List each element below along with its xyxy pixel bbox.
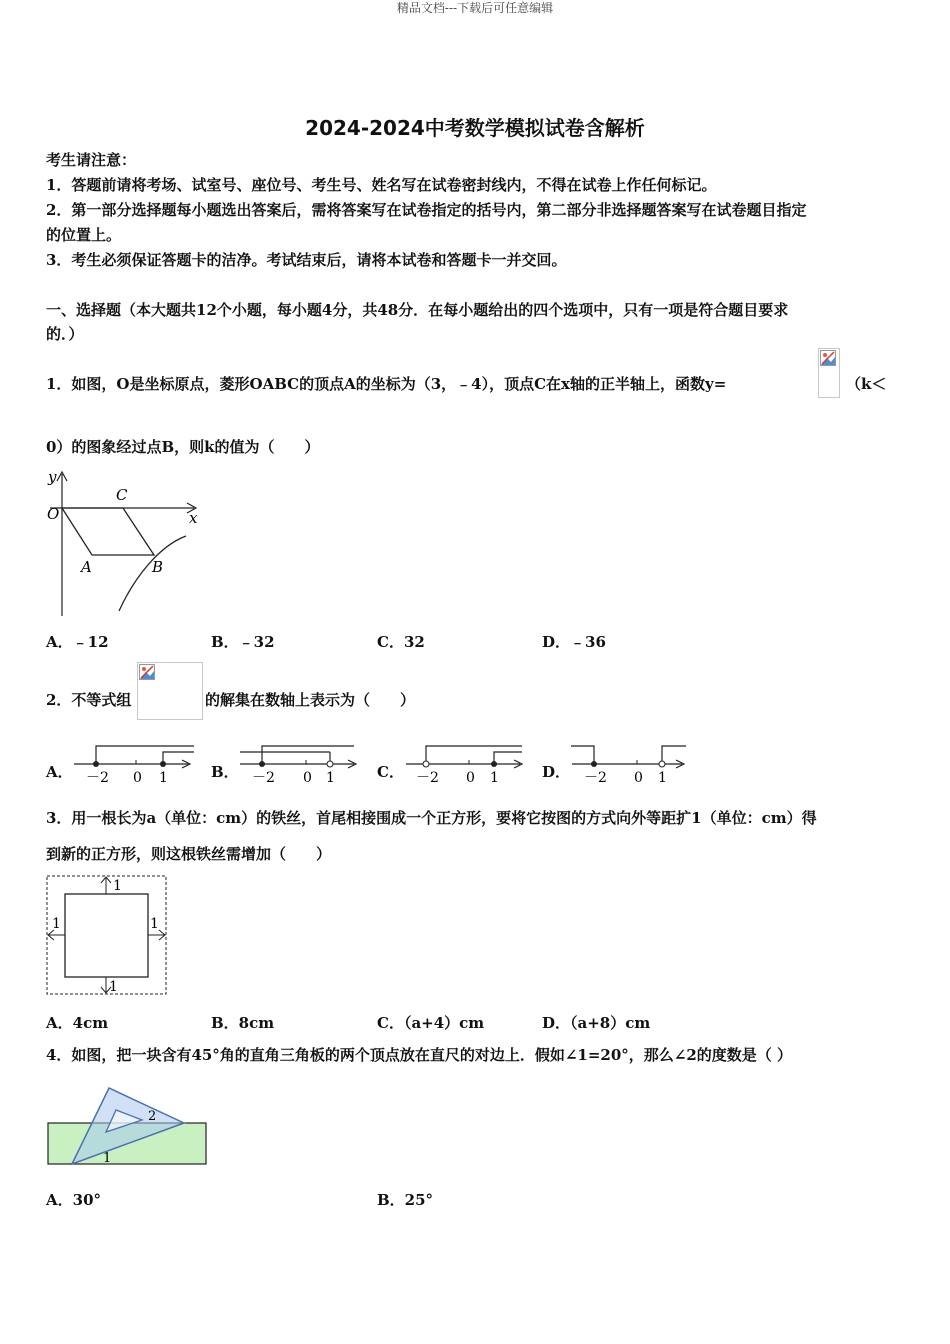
q2-option-d-numberline[interactable] — [568, 740, 693, 785]
q3-figure — [44, 872, 170, 998]
q2-option-b-numberline[interactable] — [236, 740, 361, 785]
broken-image-formula — [818, 348, 840, 398]
q2-option-a-label[interactable]: A． — [46, 763, 73, 781]
notice-item: 1．答题前请将考场、试室号、座位号、考生号、姓名写在试卷密封线内，不得在试卷上作任何标记。 — [46, 176, 717, 194]
q3-option-d[interactable]: D．（a+8）cm — [542, 1014, 651, 1032]
tick-label: 0 — [634, 770, 643, 785]
q2-option-c-label[interactable]: C． — [377, 763, 404, 781]
tick-label: 1 — [490, 770, 499, 785]
y-axis-label: y — [48, 468, 57, 486]
q1-option-b[interactable]: B．﹣32 — [211, 633, 275, 651]
q3-option-b[interactable]: B．8cm — [211, 1014, 275, 1032]
q3-option-a[interactable]: A．4cm — [46, 1014, 109, 1032]
q3-text-line2: 到新的正方形，则这根铁丝需增加（ ） — [46, 845, 332, 863]
tick-label: 1 — [159, 770, 168, 785]
tick-label: 1 — [326, 770, 335, 785]
q1-option-d[interactable]: D．﹣36 — [542, 633, 606, 651]
tick-label: 0 — [303, 770, 312, 785]
broken-image-inequality — [137, 662, 203, 720]
q3-text: 3．用一根长为a（单位：cm）的铁丝，首尾相接围成一个正方形，要将它按图的方式向外等距扩1（单位：cm）得 — [46, 809, 817, 827]
q2-option-a-numberline[interactable] — [70, 740, 195, 785]
notice-heading: 考生请注意： — [46, 151, 137, 169]
q1-option-a[interactable]: A．﹣12 — [46, 633, 109, 651]
tick-label: 1 — [658, 770, 667, 785]
page-header: 精品文档---下载后可任意编辑 — [396, 1, 554, 15]
tick-label: －2 — [252, 770, 275, 785]
angle-2-label: 2 — [148, 1109, 157, 1124]
q3-option-c[interactable]: C．（a+4）cm — [377, 1014, 485, 1032]
q1-text-cont: （k＜ — [846, 375, 887, 393]
left-offset-label: 1 — [52, 916, 61, 932]
point-A-label: A — [81, 558, 92, 576]
q1-option-c[interactable]: C．32 — [377, 633, 425, 651]
tick-label: 0 — [133, 770, 142, 785]
point-B-label: B — [152, 558, 164, 576]
broken-image-icon — [820, 350, 836, 366]
q2-text-cont: 的解集在数轴上表示为（ ） — [205, 691, 416, 709]
x-axis-label: x — [189, 509, 198, 527]
q4-figure — [44, 1082, 212, 1170]
bottom-offset-label: 1 — [109, 979, 118, 995]
notice-item: 3．考生必须保证答题卡的洁净。考试结束后，请将本试卷和答题卡一并交回。 — [46, 251, 567, 269]
tick-label: －2 — [584, 770, 607, 785]
point-C-label: C — [116, 486, 128, 504]
page-title: 2024-2024中考数学模拟试卷含解析 — [305, 116, 645, 140]
top-offset-label: 1 — [113, 878, 122, 894]
right-offset-label: 1 — [150, 916, 159, 932]
tick-label: －2 — [86, 770, 109, 785]
q4-option-b[interactable]: B．25° — [377, 1191, 434, 1209]
section-heading-cont: 的．） — [46, 325, 84, 343]
point-O-label: O — [47, 505, 60, 523]
notice-item: 2．第一部分选择题每小题选出答案后，需将答案写在试卷指定的括号内，第二部分非选择题答案写在试卷题目指定 — [46, 201, 807, 219]
q2-text: 2．不等式组 — [46, 691, 132, 709]
q2-option-d-label[interactable]: D． — [542, 763, 571, 781]
q1-text-line2: 0）的图象经过点B，则k的值为（ ） — [46, 438, 320, 456]
angle-1-label: 1 — [103, 1151, 112, 1166]
notice-item: 的位置上。 — [46, 226, 122, 244]
tick-label: 0 — [466, 770, 475, 785]
q2-option-c-numberline[interactable] — [402, 740, 527, 785]
tick-label: －2 — [416, 770, 439, 785]
q4-text: 4．如图，把一块含有45°角的直角三角板的两个顶点放在直尺的对边上．假如∠1=20°，那么∠2的度数是（ ） — [46, 1046, 792, 1064]
broken-image-icon — [139, 664, 155, 680]
q2-option-b-label[interactable]: B． — [211, 763, 239, 781]
section-heading: 一、选择题（本大题共12个小题，每小题4分，共48分．在每小题给出的四个选项中，只有一项是符合题目要求 — [46, 301, 789, 319]
q1-text: 1．如图，O是坐标原点，菱形OABC的顶点A的坐标为（3，﹣4），顶点C在x轴的正半轴上，函数y= — [46, 375, 727, 393]
q1-figure — [44, 468, 204, 618]
q4-option-a[interactable]: A．30° — [46, 1191, 102, 1209]
